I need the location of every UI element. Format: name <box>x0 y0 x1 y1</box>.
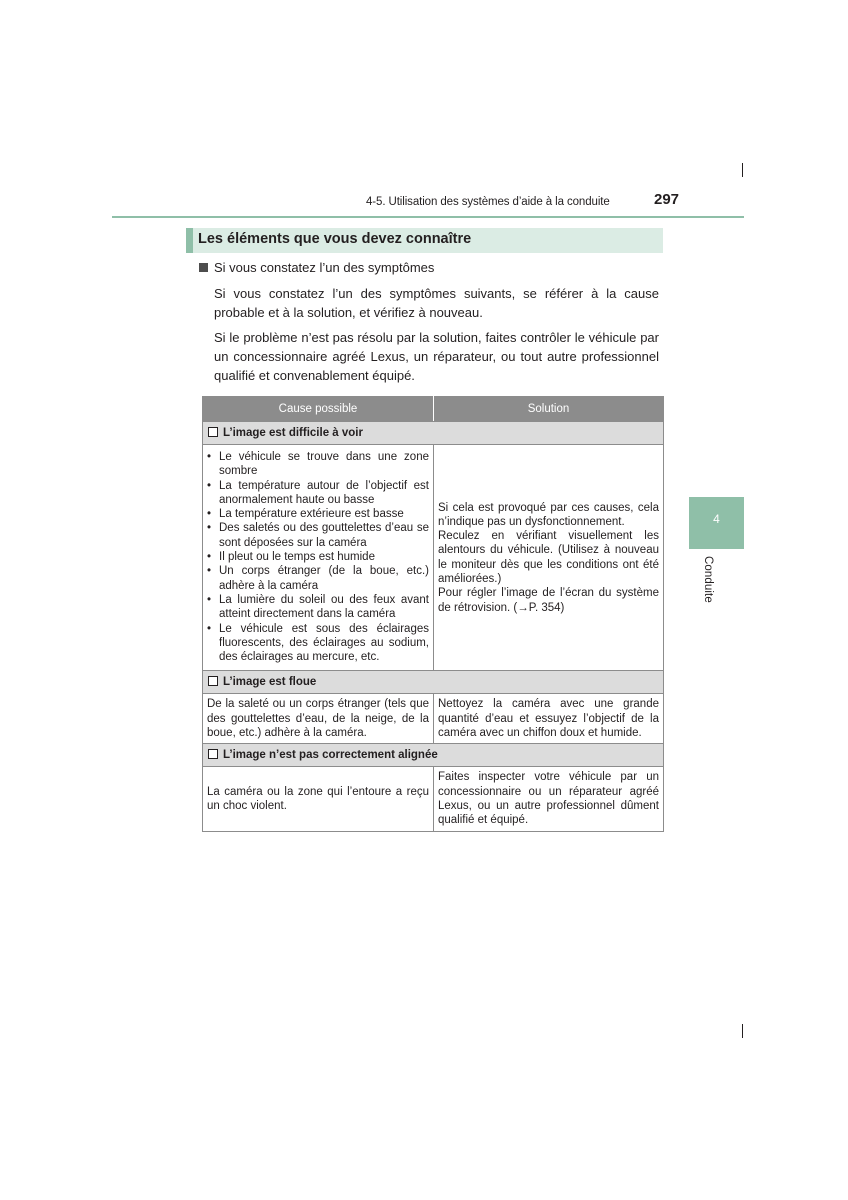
list-item: • La lumière du soleil ou des feux avant atteint directement dans la caméra <box>219 593 429 622</box>
table-row <box>203 445 664 671</box>
chapter-tab <box>689 497 744 549</box>
list-item: • Des saletés ou des gouttelettes d’eau se sont déposées sur la caméra <box>219 521 429 550</box>
cause-cell: De la saleté ou un corps étranger (tels que des gouttelettes d’eau, de la neige, de la boue, etc.) adhère à la caméra. <box>203 694 434 744</box>
checkbox-icon <box>208 749 218 759</box>
paragraph-2: Si le problème n’est pas résolu par la solution, faites contrôler le véhicule par un concessionnaire agréé Lexus, un réparateur, ou tout autre professionnel qualifié et convenablement équipé. <box>214 330 659 383</box>
list-item: • La température extérieure est basse <box>219 507 429 521</box>
crop-mark-top <box>742 163 743 177</box>
table-row <box>203 767 664 831</box>
crop-mark-bottom <box>742 1024 743 1038</box>
cause-list <box>207 450 429 664</box>
category-title: L’image est difficile à voir <box>223 426 363 439</box>
table-header-row <box>203 397 664 422</box>
chapter-number: 4 <box>713 512 720 526</box>
list-item: • Le véhicule se trouve dans une zone sombre <box>219 450 429 479</box>
solution-cell: Nettoyez la caméra avec une grande quantité d’eau et essuyez l’objectif de la caméra avec un chiffon doux et humide. <box>434 694 664 744</box>
solution-line: Si cela est provoqué par ces causes, cela n’indique pas un dysfonctionnement. <box>438 501 659 528</box>
running-header: 4-5. Utilisation des systèmes d’aide à la conduite <box>366 196 610 208</box>
list-item: • Un corps étranger (de la boue, etc.) adhère à la caméra <box>219 564 429 593</box>
list-item: • Il pleut ou le temps est humide <box>219 550 429 564</box>
paragraph-1: Si vous constatez l’un des symptômes suivants, se référer à la cause probable et à la solution, et vérifiez à nouveau. <box>214 286 659 320</box>
column-header-cause: Cause possible <box>203 397 434 422</box>
cause-cell: La caméra ou la zone qui l’entoure a reçu un choc violent. <box>203 767 434 831</box>
solution-line: Reculez en vérifiant visuellement les alentours du véhicule. (Utilisez à nouveau le moniteur dès que les conditions ont été améliorées.) <box>438 530 659 586</box>
category-row <box>203 422 664 445</box>
square-bullet-icon <box>199 263 208 272</box>
section-heading <box>186 228 663 253</box>
table-row <box>203 694 664 744</box>
list-item: • Le véhicule est sous des éclairages fluorescents, des éclairages au sodium, des éclairages au mercure, etc. <box>219 622 429 665</box>
solution-cell: Faites inspecter votre véhicule par un concessionnaire ou un réparateur agréé Lexus, ou un autre professionnel dûment qualifié et équipé. <box>434 767 664 831</box>
header-rule <box>112 216 744 218</box>
category-title: L’image n’est pas correctement alignée <box>223 749 438 762</box>
solution-cell <box>434 445 664 671</box>
category-title: L’image est floue <box>223 676 317 689</box>
category-row <box>203 744 664 767</box>
cause-cell <box>203 445 434 671</box>
solution-line: Pour régler l’image de l’écran du système de rétrovision. (→P. 354) <box>438 587 659 614</box>
troubleshooting-table <box>202 396 664 832</box>
list-item: • La température autour de l’objectif est anormalement haute ou basse <box>219 479 429 508</box>
column-header-solution: Solution <box>434 397 664 422</box>
category-row <box>203 671 664 694</box>
page-number: 297 <box>654 191 680 208</box>
sub-heading: Si vous constatez l’un des symptômes <box>214 260 435 275</box>
section-heading-text: Les éléments que vous devez connaître <box>198 231 472 247</box>
checkbox-icon <box>208 676 218 686</box>
checkbox-icon <box>208 427 218 437</box>
chapter-label: Conduite <box>702 556 714 603</box>
